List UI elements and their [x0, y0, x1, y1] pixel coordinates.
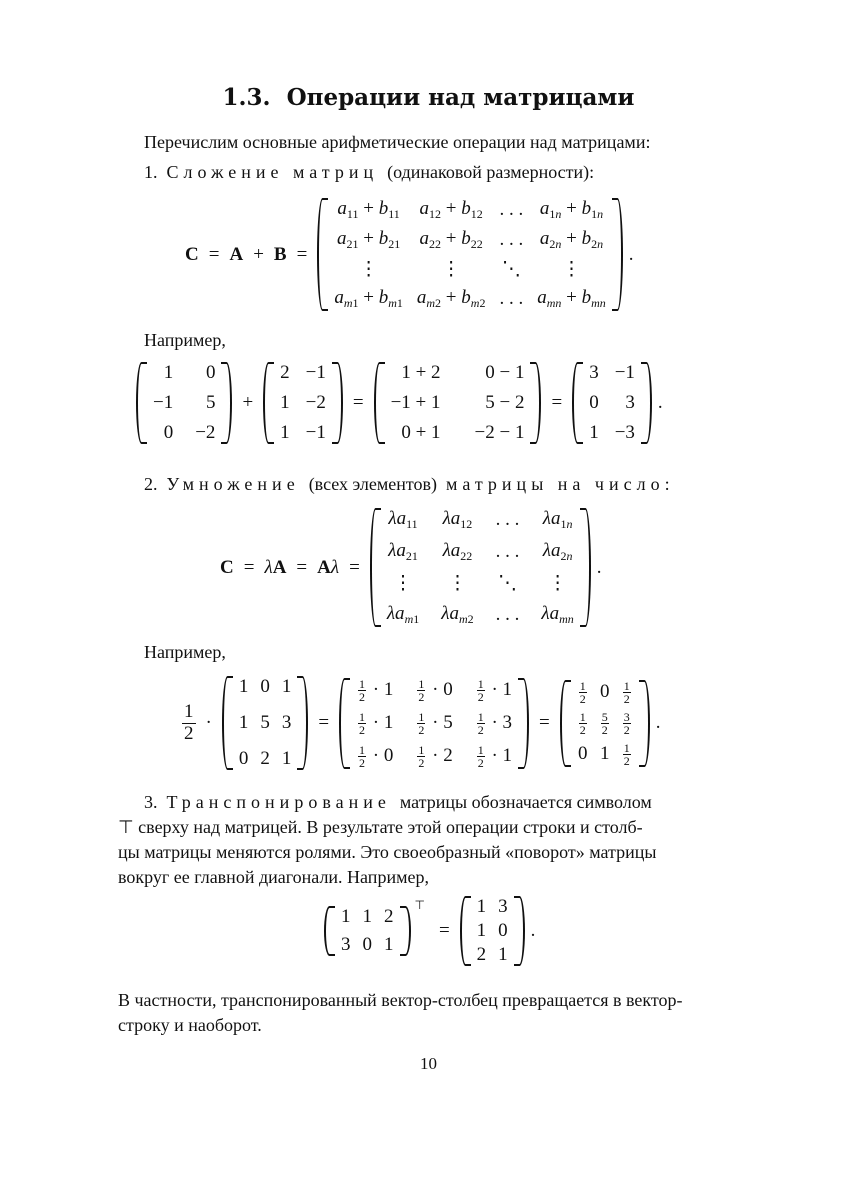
item3-line4: вокруг ее главной диагонали. Например,: [118, 867, 429, 887]
matrix-scalar-expanded: [350, 678, 518, 769]
matrix-a-cell: 5: [205, 392, 216, 413]
matrix-b-cell: −2: [305, 392, 326, 413]
section-title: 1.3. Операции над матрицами: [222, 84, 635, 111]
matrix-sum-result-cell: 1: [589, 422, 599, 443]
matrix-scalar-input-cell: 3: [281, 712, 292, 733]
matrix-sum-expanded-cell: −2 − 1: [474, 422, 525, 443]
matrix-b-cell: −1: [305, 362, 326, 383]
matrix-scalar-input-cell: 0: [238, 748, 249, 769]
conclusion-line2: строку и наоборот.: [118, 1015, 262, 1035]
matrix-scalar-expanded-cell: $\frac{1}{2}$ · 0: [359, 742, 394, 770]
matrix-sum-expanded-cell: 0 − 1: [485, 362, 525, 383]
matrix-transpose-input-cell: 1: [362, 906, 372, 927]
matrix-transpose-input-cell: 1: [384, 934, 394, 955]
matrix-scalar-result-cell: 0: [578, 743, 588, 764]
matrix-a-cell: 1: [163, 362, 174, 383]
matrix-scalar-expanded-cell: $\frac{1}{2}$ · 1: [359, 709, 394, 737]
formula-transpose-example: 1 1 2 3 0 1 ⊤ = 1 3 1 0 2 1 .: [324, 896, 535, 966]
matrix-sum-expanded: [385, 362, 531, 444]
matrix-scalar-result-cell: 0: [600, 681, 610, 702]
matrix-sum-expanded-cell: 0 + 1: [401, 422, 441, 443]
matrix-scalar-input-cell: 1: [281, 676, 292, 697]
matrix-transpose-result-cell: 1: [498, 944, 508, 965]
matrix-b-cell: 1: [280, 392, 290, 413]
item3-line2: ⊤ сверху над матрицей. В результате этой операции строки и столб-: [118, 817, 643, 837]
matrix-sum-expanded-cell: 5 − 2: [485, 392, 525, 413]
formula-sum-general: C = A + B = $a_{11} + b_{11}$ $a_{12} + b_{12}$ . . . $a_{1n} + b_{1n}$ $a_{21} + b_{21}$ $a_{22} + b_{22}$ . . . $a_{2n} + b_{2n}$ ⋮ ⋮ ⋱ ⋮ $a_{m1} + b_{m1}$ $a_{m2} + b_{m2}$ . . . $a_{mn} + b_{mn}$ .: [185, 198, 634, 310]
matrix-scalar-expanded-cell: $\frac{1}{2}$ · 1: [477, 742, 513, 770]
item3-line3: цы матрицы меняются ролями. Это своеобразный «поворот» матрицы: [118, 842, 657, 862]
matrix-scalar-result-cell: $\frac{3}{2}$: [623, 709, 630, 737]
matrix-transpose-input-cell: 3: [341, 934, 351, 955]
matrix-scalar-result-cell: $\frac{1}{2}$: [579, 709, 586, 737]
matrix-a-cell: −1: [153, 392, 174, 413]
matrix-sum-expanded-cell: −1 + 1: [390, 392, 441, 413]
matrix-sum-result: [583, 362, 641, 444]
matrix-scalar-expanded-cell: $\frac{1}{2}$ · 1: [477, 676, 513, 704]
matrix-transpose-result: [471, 896, 514, 966]
conclusion-line1: В частности, транспонированный вектор-столбец превращается в вектор-: [118, 990, 683, 1010]
matrix-transpose-result-cell: 3: [498, 896, 508, 917]
matrix-scalar-result-cell: $\frac{5}{2}$: [601, 709, 608, 737]
matrix-scalar-input: [233, 676, 298, 770]
matrix-b: [274, 362, 332, 444]
item3-line1: 3. Транспонирование матрицы обозначается символом: [144, 792, 652, 812]
item2-text: 2. Умножение (всех элементов) матрицы на число:: [144, 474, 675, 494]
matrix-b-cell: −1: [305, 422, 326, 443]
intro-text: Перечислим основные арифметические операции над матрицами:: [144, 132, 651, 152]
matrix-sum-result-cell: 3: [589, 362, 599, 383]
matrix-scalar-expanded-cell: $\frac{1}{2}$ · 2: [418, 742, 453, 770]
matrix-scalar-result: [571, 680, 639, 767]
matrix-scalar-expanded-cell: $\frac{1}{2}$ · 1: [359, 676, 394, 704]
matrix-scalar-input-cell: 1: [238, 712, 249, 733]
matrix-transpose-result-cell: 1: [476, 920, 487, 941]
matrix-sum-result-cell: 3: [625, 392, 635, 413]
matrix-sum-expanded-cell: 1 + 2: [401, 362, 441, 383]
matrix-scalar-input-cell: 2: [260, 748, 270, 769]
matrix-scalar-input-cell: 1: [281, 748, 292, 769]
example-label-1: Например,: [144, 330, 226, 350]
matrix-transpose-input: [335, 906, 400, 956]
matrix-transpose-result-cell: 2: [476, 944, 487, 965]
formula-scalar-general: C = λ A = A λ = $\lambda a_{11}$ $\lambda a_{12}$ . . . $\lambda a_{1n}$ $\lambda a_{21}$ $\lambda a_{22}$ . . . $\lambda a_{2n}$ ⋮ ⋮ ⋱ ⋮ $\lambda a_{m1}$ $\lambda a_{m2}$ . . . $\lambda a_{mn}$ .: [220, 508, 602, 626]
matrix-scalar-input-cell: 5: [260, 712, 270, 733]
matrix-scalar-result-cell: $\frac{1}{2}$: [623, 678, 630, 706]
example-label-2: Например,: [144, 642, 226, 662]
matrix-a-cell: −2: [195, 422, 216, 443]
matrix-scalar-result-cell: 1: [600, 743, 610, 764]
matrix-scalar-result-cell: $\frac{1}{2}$: [623, 740, 630, 768]
item1-text: 1. Сложение матриц (одинаковой размерности):: [144, 162, 595, 182]
matrix-transpose-input-cell: 2: [384, 906, 394, 927]
matrix-transpose-input-cell: 1: [341, 906, 351, 927]
matrix-transpose-result-cell: 1: [476, 896, 487, 917]
matrix-sum-result-cell: 0: [589, 392, 599, 413]
matrix-scalar-result-cell: $\frac{1}{2}$: [579, 678, 586, 706]
matrix-scalar-input-cell: 0: [260, 676, 270, 697]
formula-scalar-example: 1 2 · 1 0 1 1 5 3 0 2 1 = $\frac{1}{2}$ · 1 $\frac{1}{2}$ · 0 $\frac{1}{2}$ · 1 $\frac{1}{2}$ · 1 $\frac{1}{2}$ · 5 $\frac{1}{2}$ · 3 $\frac{1}{2}$ · 0 $\frac{1}{2}$ · 2 $\frac{1}{2}$ · 1 = $\frac{1}{2}$ 0 $\frac{1}{2}$ $\frac{1}{2}$ $\frac{5}{2}$ $\frac{3}{2}$ 0 1 $\frac{1}{2}$ .: [184, 676, 661, 770]
matrix-transpose-result-cell: 0: [498, 920, 508, 941]
formula-sum-example: 1 0 −1 5 0 −2 + 2 −1 1 −2 1 −1 = 1 + 2 0 − 1 −1 + 1 5 − 2 0 + 1 −2 − 1 = 3 −1 0 3 1 −3 .: [136, 362, 663, 444]
matrix-scalar-expanded-cell: $\frac{1}{2}$ · 5: [418, 709, 453, 737]
matrix-scalar-expanded-cell: $\frac{1}{2}$ · 0: [418, 676, 453, 704]
matrix-transpose-input-cell: 0: [362, 934, 372, 955]
page-number: 10: [420, 1054, 437, 1073]
matrix-scalar-input-cell: 1: [238, 676, 249, 697]
matrix-a: [147, 362, 221, 444]
matrix-sum-result-cell: −3: [614, 422, 635, 443]
matrix-scalar-expanded-cell: $\frac{1}{2}$ · 3: [477, 709, 513, 737]
matrix-sum-result-cell: −1: [614, 362, 635, 383]
matrix-b-cell: 1: [280, 422, 290, 443]
matrix-a-cell: 0: [205, 362, 216, 383]
matrix-a-cell: 0: [163, 422, 174, 443]
matrix-b-cell: 2: [280, 362, 290, 383]
